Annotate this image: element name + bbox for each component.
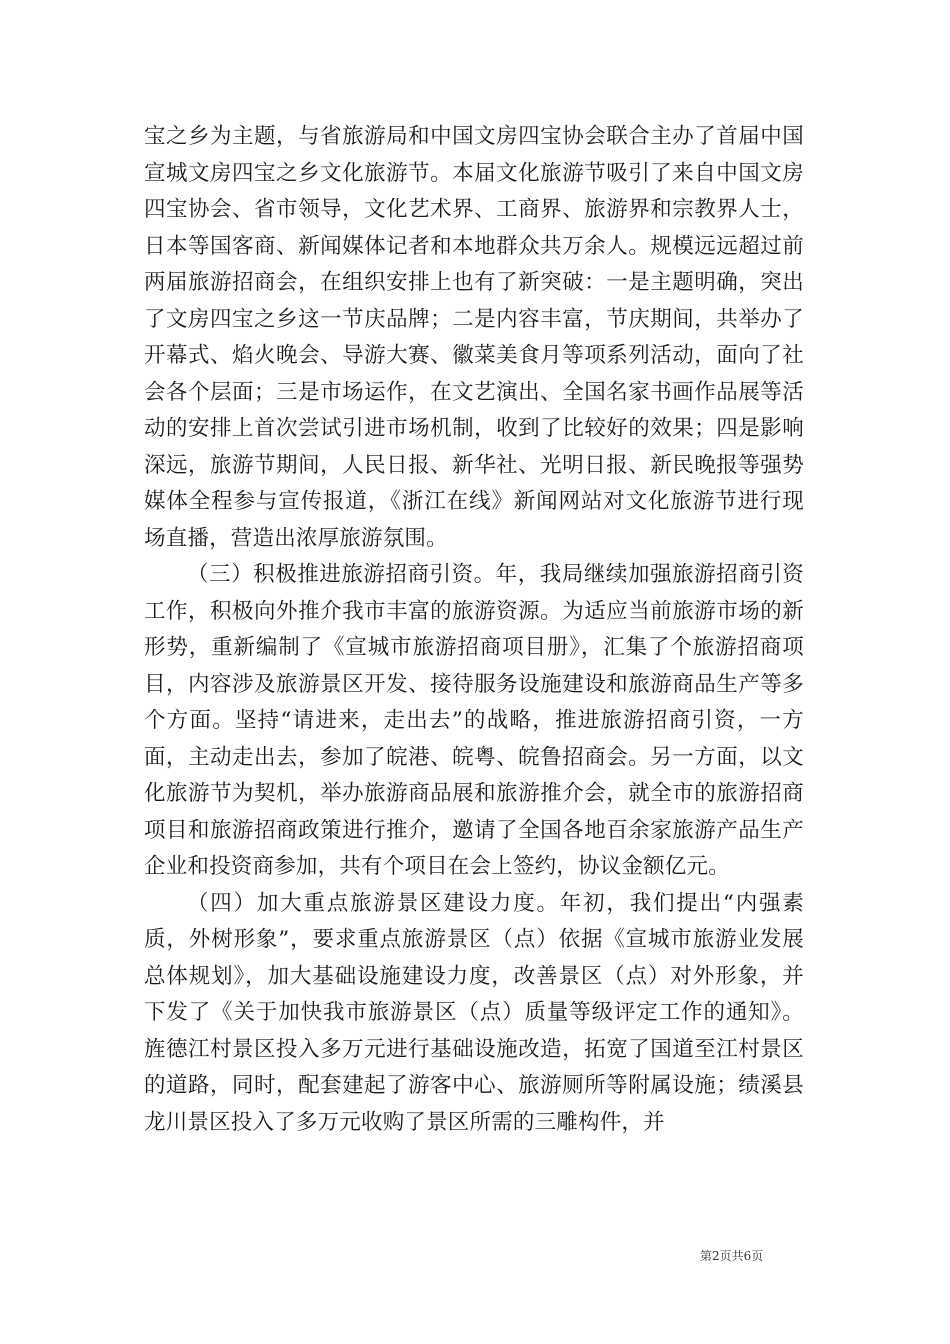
paragraph-2: （三）积极推进旅游招商引资。年，我局继续加强旅游招商引资工作，积极向外推介我市丰富的旅游资源。为适应当前旅游市场的新形势，重新编制了《宣城市旅游招商项目册》，汇集了个旅游招商项目，内容涉及旅游景区开发、接待服务设施建设和旅游商品生产等多个方面。坚持“请进来，走出去”的战略，推进旅游招商引资，一方面，主动走出去，参加了皖港、皖粤、皖鲁招商会。另一方面，以文化旅游节为契机，举办旅游商品展和旅游推介会，就全市的旅游招商项目和旅游招商政策进行推介，邀请了全国各地百余家旅游产品生产企业和投资商参加，共有个项目在会上签约，协议金额亿元。 bbox=[144, 562, 804, 879]
page-number-footer: 第2页共6页 bbox=[700, 1249, 764, 1263]
paragraph-3: （四）加大重点旅游景区建设力度。年初，我们提出“内强素质，外树形象”，要求重点旅游景区（点）依据《宣城市旅游业发展总体规划》，加大基础设施建设力度，改善景区（点）对外形象，并下发了《关于加快我市旅游景区（点）质量等级评定工作的通知》。旌德江村景区投入多万元进行基础设施改造，拓宽了国道至江村景区的道路，同时，配套建起了游客中心、旅游厕所等附属设施；绩溪县龙川景区投入了多万元收购了景区所需的三雕构件，并 bbox=[144, 890, 804, 1135]
paragraph-1: 宝之乡为主题，与省旅游局和中国文房四宝协会联合主办了首届中国宣城文房四宝之乡文化旅游节。本届文化旅游节吸引了来自中国文房四宝协会、省市领导，文化艺术界、工商界、旅游界和宗教界人士，日本等国客商、新闻媒体记者和本地群众共万余人。规模远远超过前两届旅游招商会，在组织安排上也有了新突破：一是主题明确，突出了文房四宝之乡这一节庆品牌；二是内容丰富，节庆期间，共举办了开幕式、焰火晚会、导游大赛、徽菜美食月等项系列活动，面向了社会各个层面；三是市场运作，在文艺演出、全国名家书画作品展等活动的安排上首次尝试引进市场机制，收到了比较好的效果；四是影响深远，旅游节期间，人民日报、新华社、光明日报、新民晚报等强势媒体全程参与宣传报道，《浙江在线》新闻网站对文化旅游节进行现场直播，营造出浓厚旅游氛围。 bbox=[144, 124, 804, 551]
document-body bbox=[144, 119, 804, 1141]
